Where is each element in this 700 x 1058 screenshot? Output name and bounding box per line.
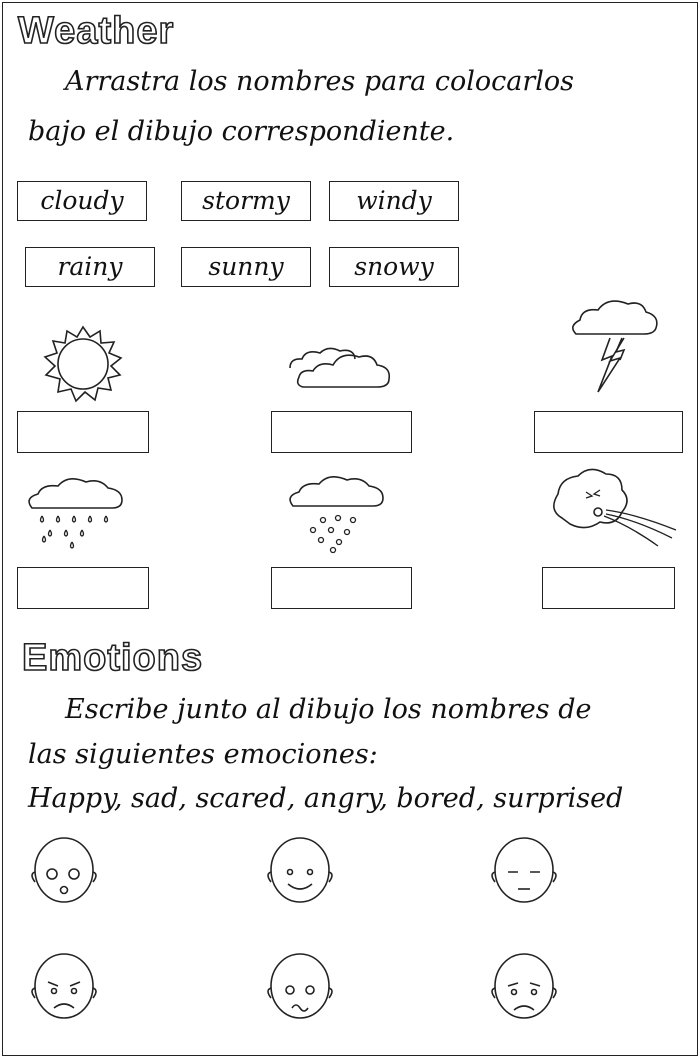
sad-face-icon	[488, 950, 560, 1022]
weather-instruction-2: bajo el dibujo correspondiente.	[28, 116, 455, 147]
happy-face-icon	[264, 834, 336, 906]
weather-title: Weather	[18, 10, 175, 52]
surprised-face-icon	[28, 834, 100, 906]
windy-icon	[548, 462, 678, 552]
sun-icon	[38, 322, 128, 407]
angry-face-icon	[28, 950, 100, 1022]
answer-box-snowy[interactable]	[271, 567, 412, 609]
weather-instruction-1: Arrastra los nombres para colocarlos	[65, 66, 574, 97]
cloudy-icon	[285, 343, 400, 393]
answer-box-windy[interactable]	[542, 567, 675, 609]
emotions-instruction-2: las siguientes emociones:	[28, 739, 378, 770]
word-sunny[interactable]: sunny	[181, 247, 311, 287]
scared-face-icon	[264, 950, 336, 1022]
stormy-icon	[568, 296, 660, 396]
bored-face-icon	[488, 834, 560, 906]
word-stormy[interactable]: stormy	[181, 181, 311, 221]
answer-box-stormy[interactable]	[534, 411, 683, 453]
emotions-instruction-1: Escribe junto al dibujo los nombres de	[65, 694, 592, 725]
answer-box-cloudy[interactable]	[271, 411, 412, 453]
emotions-word-list: Happy, sad, scared, angry, bored, surprised	[28, 783, 624, 814]
rainy-icon	[22, 476, 132, 556]
word-rainy[interactable]: rainy	[25, 247, 155, 287]
word-windy[interactable]: windy	[329, 181, 459, 221]
word-snowy[interactable]: snowy	[329, 247, 459, 287]
answer-box-sun[interactable]	[17, 411, 149, 453]
word-cloudy[interactable]: cloudy	[17, 181, 147, 221]
snowy-icon	[283, 470, 393, 555]
answer-box-rainy[interactable]	[17, 567, 149, 609]
emotions-title: Emotions	[22, 637, 204, 679]
